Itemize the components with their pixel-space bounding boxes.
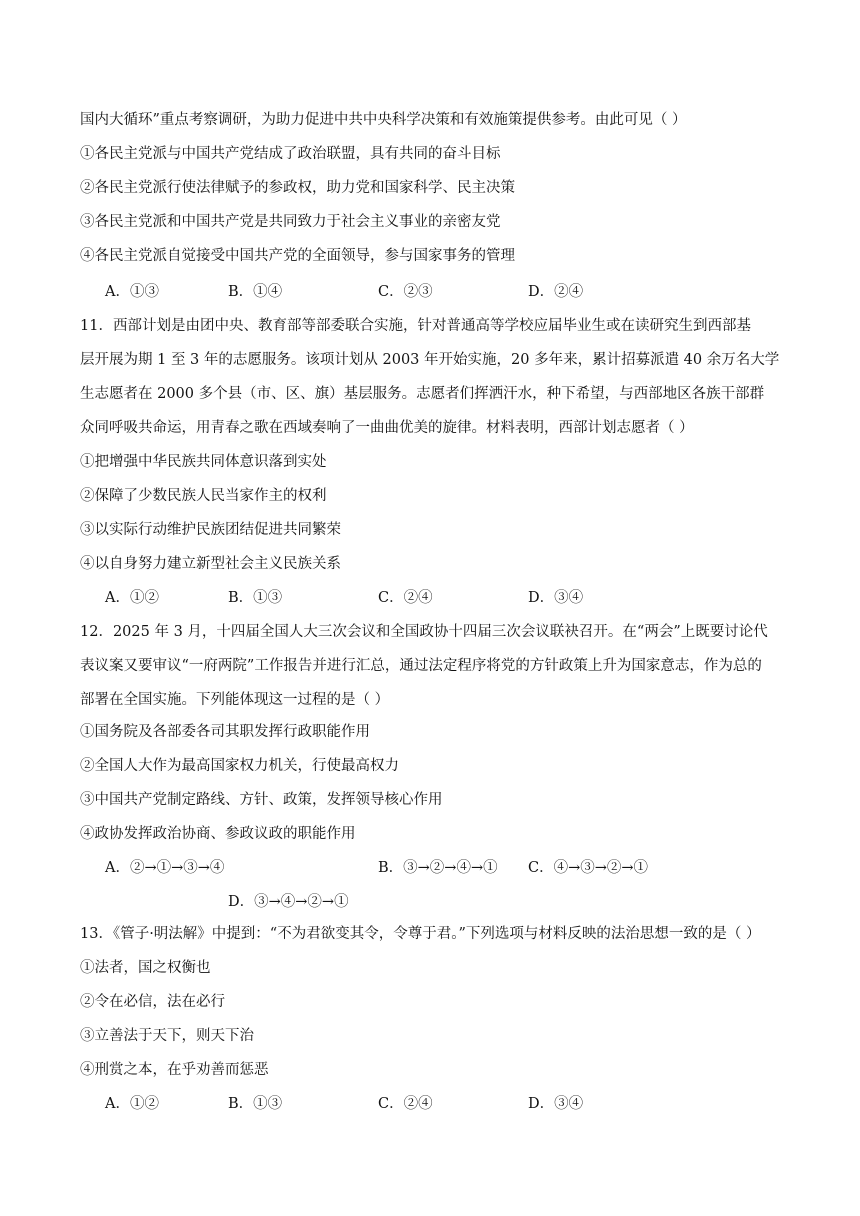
q13-statement-1: ①法者，国之权衡也 <box>80 960 211 976</box>
q11-statement-3: ③以实际行动维护民族团结促进共同繁荣 <box>80 522 341 538</box>
question-12-line-3: 部署在全国实施。下列能体现这一过程的是（ ） <box>80 692 390 708</box>
q13-statement-2: ②令在必信，法在必行 <box>80 994 225 1010</box>
q10-option-b: B．①④ <box>228 284 283 300</box>
q12-statement-2: ②全国人大作为最高国家权力机关，行使最高权力 <box>80 758 399 774</box>
q12-statement-4: ④政协发挥政治协商、参政议政的职能作用 <box>80 826 356 842</box>
question-13-stem: 13．《管子·明法解》中提到：“不为君欲变其令，令尊于君。”下列选项与材料反映的法治思想一致的是（ ） <box>80 926 761 942</box>
q13-option-d: D．③④ <box>528 1096 584 1112</box>
q10-statement-2: ②各民主党派行使法律赋予的参政权，助力党和国家科学、民主决策 <box>80 180 515 196</box>
q11-option-a: A．①② <box>105 590 159 606</box>
question-11-line-1: 11．西部计划是由团中央、教育部等部委联合实施，针对普通高等学校应届毕业生或在读研究生到西部基 <box>80 318 751 334</box>
q11-statement-2: ②保障了少数民族人民当家作主的权利 <box>80 488 327 504</box>
q10-statement-1: ①各民主党派与中国共产党结成了政治联盟，具有共同的奋斗目标 <box>80 146 501 162</box>
q12-option-b: B．③→②→④→① <box>378 860 498 876</box>
q11-option-d: D．③④ <box>528 590 584 606</box>
question-11-line-4: 众同呼吸共命运，用青春之歌在西域奏响了一曲曲优美的旋律。材料表明，西部计划志愿者（ ） <box>80 420 694 436</box>
q12-option-c: C．④→③→②→① <box>528 860 649 876</box>
q11-option-b: B．①③ <box>228 590 283 606</box>
q10-statement-4: ④各民主党派自觉接受中国共产党的全面领导，参与国家事务的管理 <box>80 248 515 264</box>
q11-option-c: C．②④ <box>378 590 433 606</box>
question-10-stem: 国内大循环”重点考察调研，为助力促进中共中央科学决策和有效施策提供参考。由此可见（ ） <box>80 112 687 128</box>
q12-option-a: A．②→①→③→④ <box>105 860 225 876</box>
q12-option-d: D．③→④→②→① <box>228 894 349 910</box>
q11-statement-4: ④以自身努力建立新型社会主义民族关系 <box>80 556 341 572</box>
q12-statement-1: ①国务院及各部委各司其职发挥行政职能作用 <box>80 724 370 740</box>
q13-option-a: A．①② <box>105 1096 159 1112</box>
q13-statement-3: ③立善法于天下，则天下治 <box>80 1028 254 1044</box>
q10-option-d: D．②④ <box>528 284 584 300</box>
q12-statement-3: ③中国共产党制定路线、方针、政策，发挥领导核心作用 <box>80 792 443 808</box>
q13-statement-4: ④刑赏之本，在乎劝善而惩恶 <box>80 1062 269 1078</box>
q11-statement-1: ①把增强中华民族共同体意识落到实处 <box>80 454 327 470</box>
q13-option-b: B．①③ <box>228 1096 283 1112</box>
q10-option-a: A．①③ <box>105 284 159 300</box>
question-11-line-3: 生志愿者在 2000 多个县（市、区、旗）基层服务。志愿者们挥洒汗水，种下希望，与西部地区各族干部群 <box>80 386 765 402</box>
q10-option-c: C．②③ <box>378 284 433 300</box>
question-12-line-2: 表议案又要审议“一府两院”工作报告并进行汇总，通过法定程序将党的方针政策上升为国家意志，作为总的 <box>80 658 762 674</box>
question-12-line-1: 12．2025 年 3 月，十四届全国人大三次会议和全国政协十四届三次会议联袂召开。在“两会”上既要讨论代 <box>80 624 768 640</box>
q10-statement-3: ③各民主党派和中国共产党是共同致力于社会主义事业的亲密友党 <box>80 214 501 230</box>
q13-option-c: C．②④ <box>378 1096 433 1112</box>
question-11-line-2: 层开展为期 1 至 3 年的志愿服务。该项计划从 2003 年开始实施，20 多年来，累计招募派遣 40 余万名大学 <box>80 352 780 368</box>
